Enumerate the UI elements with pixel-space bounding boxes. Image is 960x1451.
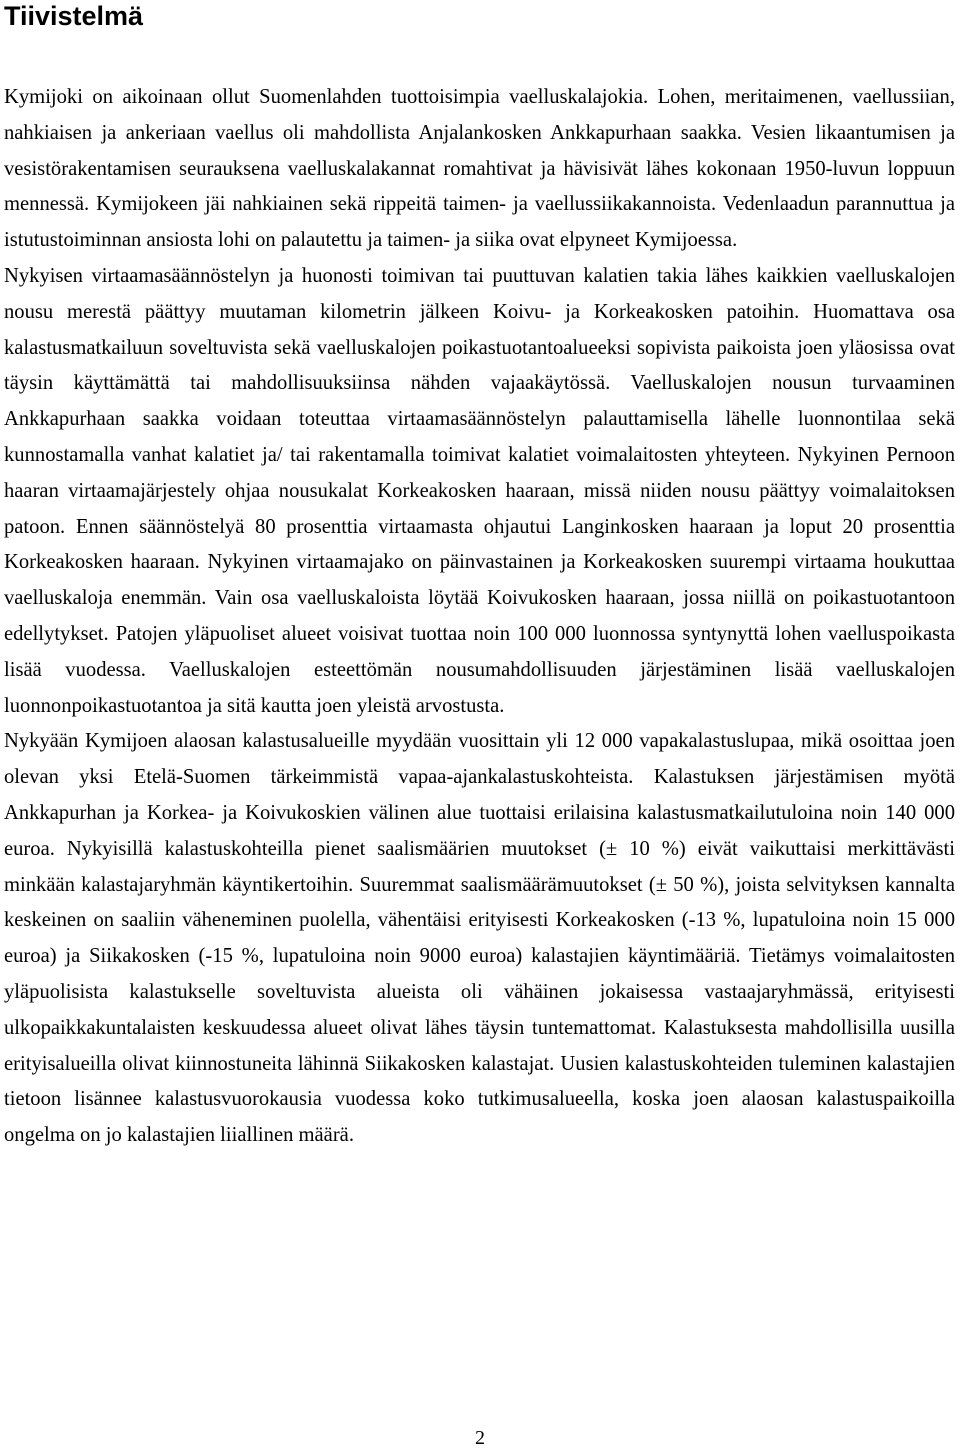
paragraph: Kymijoki on aikoinaan ollut Suomenlahden tuottoisimpia vaelluskalajokia. Lohen, meritaimenen, vaellussiian, nahkiaisen ja ankeriaan vaellus oli mahdollista Anjalankosken Ankkapurhaan saakka. Vesien likaantumisen ja vesistörakentamisen seurauksena vaelluskalakannat romahtivat ja hävisivät lähes kokonaan 1950-luvun loppuun mennessä. Kymijokeen jäi nahkiainen sekä rippeitä taimen- ja vaellussiikakannoista. Vedenlaadun parannuttua ja istutustoiminnan ansiosta lohi on palautettu ja taimen- ja siika ovat elpyneet Kymijoessa. [4,86,955,252]
paragraph: Nykyään Kymijoen alaosan kalastusalueille myydään vuosittain yli 12 000 vapakalastuslupaa, mikä osoittaa joen olevan yksi Etelä-Suomen tärkeimmistä vapaa-ajankalastuskohteista. Kalastuksen järjestämisen myötä Ankkapurhan ja Korkea- ja Koivukoskien välinen alue tuottaisi erilaisina kalastusmatkailutuloina noin 140 000 euroa. Nykyisillä kalastuskohteilla pienet saalismäärien muutokset (± 10 %) eivät vaikuttaisi merkittävästi minkään kalastajaryhmän käyntikertoihin. Suuremmat saalismäärämuutokset (± 50 %), joista selvityksen kannalta keskeinen on saaliin väheneminen puolella, vähentäisi erityisesti Korkeakosken (-13 %, lupatuloina noin 15 000 euroa) ja Siikakosken (-15 %, lupatuloina noin 9000 euroa) kalastajien käyntimääriä. Tietämys voimalaitosten yläpuolisista kalastukselle soveltuvista alueista oli vähäinen jokaisessa vastaajaryhmässä, erityisesti ulkopaikkakuntalaisten keskuudessa alueet olivat lähes täysin tuntemattomat. Kalastuksesta mahdollisilla uusilla erityisalueilla olivat kiinnostuneita lähinnä Siikakosken kalastajat. Uusien kalastuskohteiden tuleminen kalastajien tietoon lisännee kalastusvuorokausia vuodessa koko tutkimusalueella, koska joen alaosan kalastuspaikoilla ongelma on jo kalastajien liiallinen määrä. [4,730,955,1147]
paragraph: Nykyisen virtaamasäännöstelyn ja huonosti toimivan tai puuttuvan kalatien takia lähes kaikkien vaelluskalojen nousu merestä päättyy muutaman kilometrin jälkeen Koivu- ja Korkeakosken patoihin. Huomattava osa kalastusmatkailuun soveltuvista sekä vaelluskalojen poikastuotantoalueeksi sopivista paikoista joen yläosissa ovat täysin käyttämättä tai mahdollisuuksiinsa nähden vajaakäytössä. Vaelluskalojen nousun turvaaminen Ankkapurhaan saakka voidaan toteuttaa virtaamasäännöstelyn palauttamisella lähelle luonnontilaa sekä kunnostamalla vanhat kalatiet ja/ tai rakentamalla toimivat kalatiet voimalaitosten yhteyteen. Nykyinen Pernoon haaran virtaamajärjestely ohjaa nousukalat Korkeakosken haaraan, missä niiden nousu päättyy voimalaitoksen patoon. Ennen säännöstelyä 80 prosenttia virtaamasta ohjautui Langinkosken haaraan ja loput 20 prosenttia Korkeakosken haaraan. Nykyinen virtaamajako on päinvastainen ja Korkeakosken suurempi virtaama houkuttaa vaelluskaloja enemmän. Vain osa vaelluskaloista löytää Koivukosken haaraan, jossa niillä on poikastuotantoon edellytykset. Patojen yläpuoliset alueet voisivat tuottaa noin 100 000 luonnossa syntynyttä lohen vaelluspoikasta lisää vuodessa. Vaelluskalojen esteettömän nousumahdollisuuden järjestäminen lisää vaelluskalojen luonnonpoikastuotantoa ja sitä kautta joen yleistä arvostusta. [4,264,955,717]
page-number: 2 [475,1427,485,1449]
page-title: Tiivistelmä [4,1,144,31]
abstract-body [4,80,955,1154]
